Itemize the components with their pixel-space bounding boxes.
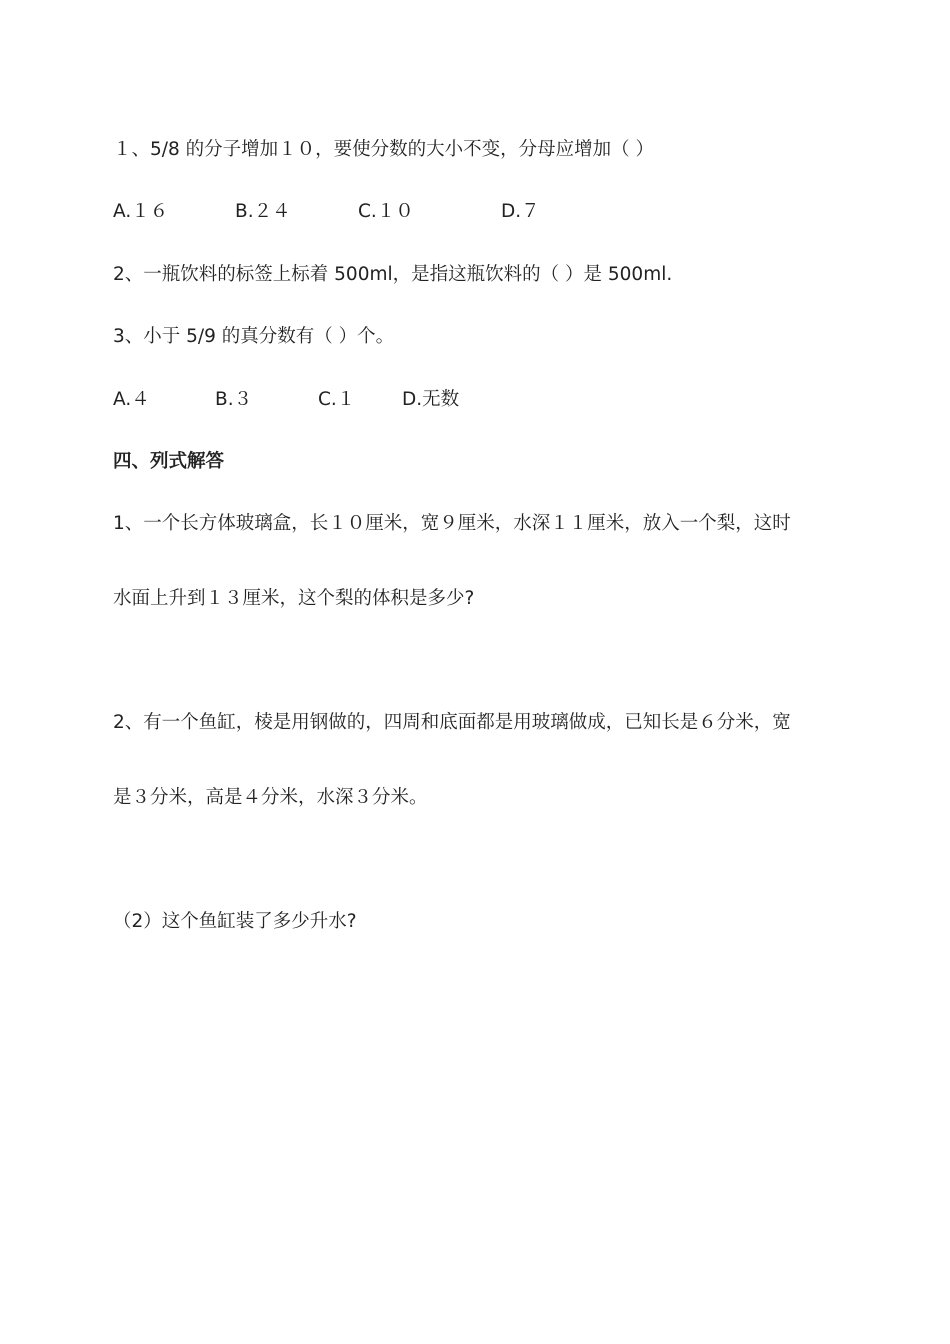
question-1-option-a: A.１６ (113, 201, 169, 222)
question-3-text: 3、小于 5/9 的真分数有（ ）个。 (113, 326, 395, 347)
question-3-option-d: D.无数 (402, 389, 460, 410)
problem-2-subquestion-2: （2）这个鱼缸装了多少升水? (113, 911, 357, 932)
question-3-option-c: C.１ (318, 389, 356, 410)
question-1-option-d: D.７ (501, 201, 540, 222)
question-2-text: 2、一瓶饮料的标签上标着 500ml，是指这瓶饮料的（ ）是 500ml. (113, 264, 673, 285)
problem-1-line-2: 水面上升到１３厘米，这个梨的体积是多少? (113, 588, 475, 609)
question-1-option-c: C.１０ (358, 201, 414, 222)
question-3-option-a: A.４ (113, 389, 150, 410)
problem-1-line-1: 1、一个长方体玻璃盒，长１０厘米，宽９厘米，水深１１厘米，放入一个梨，这时 (113, 513, 791, 534)
question-3-option-b: B.３ (215, 389, 253, 410)
problem-2-line-2: 是３分米，高是４分米，水深３分米。 (113, 787, 428, 808)
question-1-option-b: B.２４ (235, 201, 291, 222)
problem-2-line-1: 2、有一个鱼缸，棱是用钢做的，四周和底面都是用玻璃做成，已知长是６分米，宽 (113, 712, 791, 733)
question-1-text: １、5/8 的分子增加１０，要使分数的大小不变，分母应增加（ ） (113, 139, 655, 160)
section-4-heading: 四、列式解答 (113, 451, 225, 472)
